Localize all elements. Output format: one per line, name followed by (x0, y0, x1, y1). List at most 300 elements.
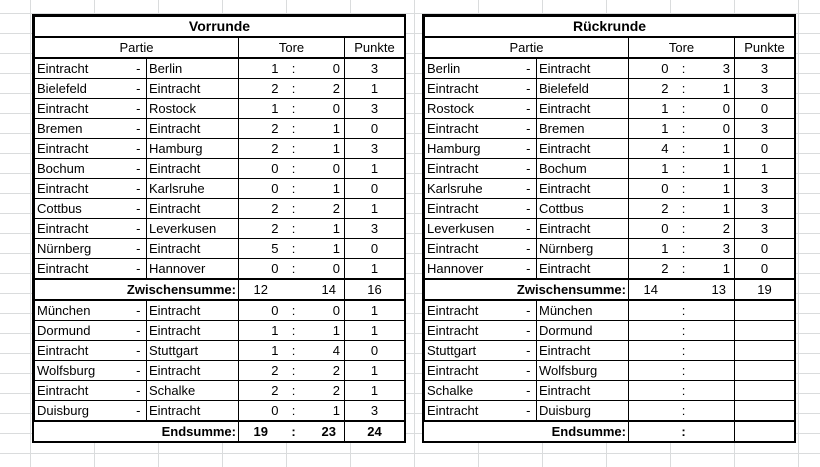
home-team-cell[interactable]: Eintracht (35, 179, 131, 199)
points-cell[interactable]: 3 (735, 119, 795, 139)
home-team-cell[interactable]: Eintracht (35, 219, 131, 239)
home-goals-cell[interactable]: 1 (239, 341, 283, 361)
match-row (35, 259, 405, 280)
points-cell[interactable] (735, 361, 795, 381)
dash-cell[interactable]: - (521, 219, 537, 239)
away-team-cell[interactable]: Rostock (147, 99, 239, 119)
points-cell[interactable]: 0 (735, 99, 795, 119)
away-goals-cell[interactable]: 0 (305, 99, 345, 119)
home-goals-cell[interactable]: 0 (629, 58, 673, 79)
dash-cell[interactable]: - (131, 381, 147, 401)
points-cell[interactable]: 3 (735, 58, 795, 79)
points-cell[interactable]: 1 (345, 300, 405, 321)
dash-cell[interactable]: - (521, 259, 537, 280)
home-team-cell[interactable]: Karlsruhe (425, 179, 521, 199)
points-cell[interactable]: 0 (735, 259, 795, 280)
points-cell[interactable] (735, 401, 795, 422)
away-goals-cell[interactable]: 1 (305, 219, 345, 239)
points-cell[interactable]: 3 (735, 199, 795, 219)
total-goals-for[interactable]: 19 (239, 421, 283, 441)
dash-cell[interactable]: - (131, 58, 147, 79)
match-row (425, 199, 795, 219)
colon-cell[interactable]: : (283, 159, 305, 179)
home-team-cell[interactable]: Dormund (35, 321, 131, 341)
points-cell[interactable]: 0 (345, 179, 405, 199)
colon-cell[interactable]: : (673, 401, 695, 422)
home-team-cell[interactable]: Eintracht (425, 199, 521, 219)
points-cell[interactable]: 1 (345, 159, 405, 179)
rueckrunde-table (424, 16, 795, 441)
away-goals-cell[interactable] (695, 401, 735, 422)
home-team-cell[interactable]: Eintracht (425, 119, 521, 139)
home-goals-cell[interactable] (629, 341, 673, 361)
home-goals-cell[interactable]: 0 (629, 179, 673, 199)
away-team-cell[interactable]: Cottbus (537, 199, 629, 219)
away-goals-cell[interactable]: 1 (695, 79, 735, 99)
colon-cell[interactable]: : (283, 119, 305, 139)
away-team-cell[interactable]: Wolfsburg (537, 361, 629, 381)
home-team-cell[interactable]: Leverkusen (425, 219, 521, 239)
colon-cell[interactable]: : (283, 139, 305, 159)
total-label[interactable]: Endsumme: (537, 421, 629, 441)
home-goals-cell[interactable]: 1 (629, 119, 673, 139)
home-goals-cell[interactable]: 2 (629, 79, 673, 99)
subtotal-goals-against[interactable]: 13 (695, 279, 735, 300)
dash-cell[interactable]: - (131, 139, 147, 159)
colon-cell[interactable]: : (673, 321, 695, 341)
colon-cell[interactable]: : (673, 58, 695, 79)
total-goals-against[interactable]: 23 (305, 421, 345, 441)
away-team-cell[interactable]: Nürnberg (537, 239, 629, 259)
colon-cell[interactable]: : (673, 381, 695, 401)
match-row (425, 341, 795, 361)
match-row (35, 159, 405, 179)
home-team-cell[interactable]: Bochum (35, 159, 131, 179)
home-team-cell[interactable]: Duisburg (35, 401, 131, 422)
colon-cell[interactable]: : (283, 381, 305, 401)
home-goals-cell[interactable] (629, 361, 673, 381)
home-team-cell[interactable]: Bielefeld (35, 79, 131, 99)
away-team-cell[interactable]: Eintracht (537, 259, 629, 280)
match-row (35, 139, 405, 159)
away-team-cell[interactable]: Eintracht (147, 401, 239, 422)
away-goals-cell[interactable]: 1 (695, 259, 735, 280)
header-tore[interactable]: Tore (629, 37, 735, 58)
subtotal-blank[interactable] (673, 279, 695, 300)
match-row (35, 179, 405, 199)
total-label[interactable]: Endsumme: (147, 421, 239, 441)
home-goals-cell[interactable] (629, 300, 673, 321)
dash-cell[interactable]: - (131, 300, 147, 321)
away-team-cell[interactable]: Dormund (537, 321, 629, 341)
colon-cell[interactable]: : (673, 119, 695, 139)
colon-cell[interactable]: : (673, 259, 695, 280)
colon-cell[interactable]: : (673, 361, 695, 381)
away-team-cell[interactable]: Eintracht (537, 179, 629, 199)
away-goals-cell[interactable]: 1 (305, 139, 345, 159)
home-goals-cell[interactable]: 1 (629, 159, 673, 179)
total-blank[interactable] (35, 421, 147, 441)
match-row (35, 381, 405, 401)
away-goals-cell[interactable] (695, 300, 735, 321)
points-cell[interactable]: 0 (345, 341, 405, 361)
match-row (425, 219, 795, 239)
match-row (35, 99, 405, 119)
colon-cell[interactable]: : (283, 401, 305, 422)
home-team-cell[interactable]: Eintracht (425, 361, 521, 381)
rueckrunde-panel (422, 14, 796, 443)
subtotal-points[interactable]: 19 (735, 279, 795, 300)
colon-cell[interactable]: : (283, 99, 305, 119)
dash-cell[interactable]: - (131, 159, 147, 179)
match-row (425, 58, 795, 79)
home-goals-cell[interactable]: 2 (239, 361, 283, 381)
home-goals-cell[interactable]: 0 (239, 300, 283, 321)
away-goals-cell[interactable]: 0 (305, 159, 345, 179)
table-title[interactable]: Vorrunde (35, 17, 405, 38)
dash-cell[interactable]: - (521, 179, 537, 199)
home-goals-cell[interactable]: 1 (239, 321, 283, 341)
total-row (425, 421, 795, 441)
points-cell[interactable]: 1 (345, 361, 405, 381)
home-team-cell[interactable]: Eintracht (425, 401, 521, 422)
colon-cell[interactable]: : (673, 341, 695, 361)
away-team-cell[interactable]: Bielefeld (537, 79, 629, 99)
dash-cell[interactable]: - (131, 259, 147, 280)
match-row (425, 139, 795, 159)
dash-cell[interactable]: - (131, 361, 147, 381)
points-cell[interactable]: 3 (735, 79, 795, 99)
home-goals-cell[interactable]: 2 (239, 119, 283, 139)
away-team-cell[interactable]: Eintracht (147, 361, 239, 381)
colon-cell[interactable]: : (673, 99, 695, 119)
points-cell[interactable]: 1 (345, 199, 405, 219)
dash-cell[interactable]: - (521, 58, 537, 79)
dash-cell[interactable]: - (131, 341, 147, 361)
match-row (35, 119, 405, 139)
points-cell[interactable]: 1 (345, 259, 405, 280)
away-team-cell[interactable]: Eintracht (147, 321, 239, 341)
home-team-cell[interactable]: Berlin (425, 58, 521, 79)
dash-cell[interactable]: - (131, 79, 147, 99)
away-team-cell[interactable]: Eintracht (537, 381, 629, 401)
match-row (35, 199, 405, 219)
subtotal-goals-for[interactable]: 14 (629, 279, 673, 300)
dash-cell[interactable]: - (131, 179, 147, 199)
home-team-cell[interactable]: Stuttgart (425, 341, 521, 361)
dash-cell[interactable]: - (521, 401, 537, 422)
home-team-cell[interactable]: Wolfsburg (35, 361, 131, 381)
home-goals-cell[interactable]: 1 (239, 58, 283, 79)
total-points[interactable] (735, 421, 795, 441)
dash-cell[interactable]: - (521, 239, 537, 259)
match-row (425, 79, 795, 99)
points-cell[interactable]: 3 (345, 219, 405, 239)
away-team-cell[interactable]: Eintracht (537, 58, 629, 79)
points-cell[interactable]: 3 (345, 58, 405, 79)
away-goals-cell[interactable]: 0 (305, 58, 345, 79)
home-goals-cell[interactable]: 1 (239, 99, 283, 119)
away-goals-cell[interactable]: 0 (695, 119, 735, 139)
home-goals-cell[interactable] (629, 321, 673, 341)
away-team-cell[interactable]: Hannover (147, 259, 239, 280)
dash-cell[interactable]: - (131, 401, 147, 422)
away-goals-cell[interactable] (695, 361, 735, 381)
home-team-cell[interactable]: Eintracht (425, 239, 521, 259)
subtotal-points[interactable]: 16 (345, 279, 405, 300)
subtotal-row (425, 279, 795, 300)
away-team-cell[interactable]: Eintracht (537, 219, 629, 239)
colon-cell[interactable]: : (283, 300, 305, 321)
away-goals-cell[interactable]: 1 (695, 179, 735, 199)
home-team-cell[interactable]: München (35, 300, 131, 321)
match-row (425, 239, 795, 259)
dash-cell[interactable]: - (131, 239, 147, 259)
away-goals-cell[interactable]: 0 (305, 259, 345, 280)
home-team-cell[interactable]: Eintracht (35, 341, 131, 361)
away-team-cell[interactable]: Karlsruhe (147, 179, 239, 199)
total-goals-against[interactable] (695, 421, 735, 441)
home-goals-cell[interactable]: 0 (239, 259, 283, 280)
points-cell[interactable]: 3 (345, 401, 405, 422)
points-cell[interactable]: 1 (735, 159, 795, 179)
colon-cell[interactable]: : (283, 259, 305, 280)
total-colon[interactable]: : (673, 421, 695, 441)
away-team-cell[interactable]: Eintracht (537, 139, 629, 159)
home-goals-cell[interactable]: 5 (239, 239, 283, 259)
home-team-cell[interactable]: Eintracht (425, 300, 521, 321)
colon-cell[interactable]: : (673, 139, 695, 159)
dash-cell[interactable]: - (131, 321, 147, 341)
colon-cell[interactable]: : (283, 58, 305, 79)
away-team-cell[interactable]: Eintracht (147, 300, 239, 321)
dash-cell[interactable]: - (521, 79, 537, 99)
vorrunde-table (34, 16, 405, 441)
total-colon[interactable]: : (283, 421, 305, 441)
points-cell[interactable]: 0 (345, 119, 405, 139)
home-team-cell[interactable]: Eintracht (35, 139, 131, 159)
header-punkte[interactable]: Punkte (735, 37, 795, 58)
home-goals-cell[interactable]: 0 (239, 159, 283, 179)
away-goals-cell[interactable]: 2 (305, 199, 345, 219)
away-goals-cell[interactable]: 1 (695, 159, 735, 179)
header-tore[interactable]: Tore (239, 37, 345, 58)
subtotal-goals-against[interactable]: 14 (305, 279, 345, 300)
points-cell[interactable]: 3 (735, 179, 795, 199)
colon-cell[interactable]: : (283, 239, 305, 259)
home-goals-cell[interactable]: 2 (629, 259, 673, 280)
away-goals-cell[interactable] (695, 321, 735, 341)
home-team-cell[interactable]: Eintracht (425, 321, 521, 341)
away-goals-cell[interactable]: 4 (305, 341, 345, 361)
home-goals-cell[interactable]: 2 (239, 219, 283, 239)
dash-cell[interactable]: - (131, 99, 147, 119)
home-goals-cell[interactable]: 1 (629, 239, 673, 259)
match-row (35, 341, 405, 361)
colon-cell[interactable]: : (283, 321, 305, 341)
points-cell[interactable] (735, 341, 795, 361)
colon-cell[interactable]: : (283, 341, 305, 361)
dash-cell[interactable]: - (131, 219, 147, 239)
match-row (35, 219, 405, 239)
away-team-cell[interactable]: Eintracht (537, 99, 629, 119)
total-blank[interactable] (425, 421, 537, 441)
away-goals-cell[interactable]: 1 (305, 179, 345, 199)
away-team-cell[interactable]: Eintracht (147, 199, 239, 219)
points-cell[interactable]: 1 (345, 381, 405, 401)
points-cell[interactable]: 0 (345, 239, 405, 259)
colon-cell[interactable]: : (673, 199, 695, 219)
dash-cell[interactable]: - (131, 119, 147, 139)
dash-cell[interactable]: - (131, 199, 147, 219)
dash-cell[interactable]: - (521, 381, 537, 401)
home-goals-cell[interactable] (629, 381, 673, 401)
dash-cell[interactable]: - (521, 341, 537, 361)
away-team-cell[interactable]: Bremen (537, 119, 629, 139)
home-team-cell[interactable]: Rostock (425, 99, 521, 119)
away-team-cell[interactable]: Schalke (147, 381, 239, 401)
away-team-cell[interactable]: Bochum (537, 159, 629, 179)
away-team-cell[interactable]: Berlin (147, 58, 239, 79)
home-team-cell[interactable]: Eintracht (35, 58, 131, 79)
home-goals-cell[interactable]: 0 (629, 219, 673, 239)
match-row (35, 361, 405, 381)
colon-cell[interactable]: : (283, 79, 305, 99)
away-goals-cell[interactable]: 1 (305, 321, 345, 341)
away-team-cell[interactable]: Stuttgart (147, 341, 239, 361)
match-row (425, 401, 795, 422)
colon-cell[interactable]: : (673, 300, 695, 321)
colon-cell[interactable]: : (283, 179, 305, 199)
away-team-cell[interactable]: München (537, 300, 629, 321)
home-goals-cell[interactable] (629, 401, 673, 422)
away-team-cell[interactable]: Hamburg (147, 139, 239, 159)
home-team-cell[interactable]: Eintracht (35, 259, 131, 280)
header-partie[interactable]: Partie (35, 37, 239, 58)
match-row (425, 300, 795, 321)
away-team-cell[interactable]: Eintracht (147, 159, 239, 179)
away-goals-cell[interactable]: 2 (305, 381, 345, 401)
table-title[interactable]: Rückrunde (425, 17, 795, 38)
colon-cell[interactable]: : (283, 361, 305, 381)
home-team-cell[interactable]: Schalke (425, 381, 521, 401)
subtotal-label[interactable]: Zwischensumme: (35, 279, 239, 300)
away-goals-cell[interactable]: 0 (695, 99, 735, 119)
away-team-cell[interactable]: Eintracht (147, 119, 239, 139)
colon-cell[interactable]: : (673, 159, 695, 179)
match-row (35, 401, 405, 422)
away-goals-cell[interactable]: 1 (695, 139, 735, 159)
total-goals-for[interactable] (629, 421, 673, 441)
dash-cell[interactable]: - (521, 199, 537, 219)
home-team-cell[interactable]: Eintracht (35, 381, 131, 401)
home-goals-cell[interactable]: 2 (239, 79, 283, 99)
away-goals-cell[interactable] (695, 341, 735, 361)
away-team-cell[interactable]: Leverkusen (147, 219, 239, 239)
points-cell[interactable] (735, 381, 795, 401)
colon-cell[interactable]: : (673, 239, 695, 259)
home-team-cell[interactable]: Eintracht (425, 159, 521, 179)
away-goals-cell[interactable]: 1 (695, 199, 735, 219)
home-goals-cell[interactable]: 2 (239, 381, 283, 401)
home-goals-cell[interactable]: 0 (239, 401, 283, 422)
home-goals-cell[interactable]: 1 (629, 99, 673, 119)
home-goals-cell[interactable]: 2 (629, 199, 673, 219)
away-goals-cell[interactable]: 2 (695, 219, 735, 239)
home-goals-cell[interactable]: 0 (239, 179, 283, 199)
away-team-cell[interactable]: Eintracht (537, 341, 629, 361)
subtotal-blank[interactable] (283, 279, 305, 300)
away-goals-cell[interactable]: 2 (305, 361, 345, 381)
colon-cell[interactable]: : (673, 179, 695, 199)
header-row (425, 37, 795, 58)
match-row (35, 79, 405, 99)
header-partie[interactable]: Partie (425, 37, 629, 58)
home-team-cell[interactable]: Hamburg (425, 139, 521, 159)
match-row (425, 159, 795, 179)
colon-cell[interactable]: : (283, 219, 305, 239)
away-goals-cell[interactable]: 3 (695, 239, 735, 259)
match-row (425, 321, 795, 341)
points-cell[interactable]: 3 (345, 139, 405, 159)
points-cell[interactable]: 1 (345, 79, 405, 99)
home-goals-cell[interactable]: 2 (239, 199, 283, 219)
match-row (35, 321, 405, 341)
points-cell[interactable]: 1 (345, 321, 405, 341)
points-cell[interactable] (735, 300, 795, 321)
colon-cell[interactable]: : (673, 219, 695, 239)
away-team-cell[interactable]: Eintracht (147, 239, 239, 259)
away-goals-cell[interactable]: 1 (305, 239, 345, 259)
away-team-cell[interactable]: Duisburg (537, 401, 629, 422)
points-cell[interactable]: 0 (735, 139, 795, 159)
dash-cell[interactable]: - (521, 119, 537, 139)
dash-cell[interactable]: - (521, 159, 537, 179)
away-goals-cell[interactable]: 0 (305, 300, 345, 321)
dash-cell[interactable]: - (521, 139, 537, 159)
dash-cell[interactable]: - (521, 321, 537, 341)
away-team-cell[interactable]: Eintracht (147, 79, 239, 99)
subtotal-label[interactable]: Zwischensumme: (425, 279, 629, 300)
title-row (35, 17, 405, 38)
dash-cell[interactable]: - (521, 99, 537, 119)
home-team-cell[interactable]: Bremen (35, 119, 131, 139)
points-cell[interactable]: 3 (735, 219, 795, 239)
points-cell[interactable]: 3 (345, 99, 405, 119)
home-team-cell[interactable]: Cottbus (35, 199, 131, 219)
away-goals-cell[interactable]: 1 (305, 119, 345, 139)
colon-cell[interactable]: : (283, 199, 305, 219)
colon-cell[interactable]: : (673, 79, 695, 99)
away-goals-cell[interactable] (695, 381, 735, 401)
home-goals-cell[interactable]: 4 (629, 139, 673, 159)
home-team-cell[interactable]: Eintracht (35, 99, 131, 119)
away-goals-cell[interactable]: 3 (695, 58, 735, 79)
dash-cell[interactable]: - (521, 300, 537, 321)
dash-cell[interactable]: - (521, 361, 537, 381)
subtotal-goals-for[interactable]: 12 (239, 279, 283, 300)
header-punkte[interactable]: Punkte (345, 37, 405, 58)
points-cell[interactable] (735, 321, 795, 341)
total-points[interactable]: 24 (345, 421, 405, 441)
away-goals-cell[interactable]: 1 (305, 401, 345, 422)
away-goals-cell[interactable]: 2 (305, 79, 345, 99)
points-cell[interactable]: 0 (735, 239, 795, 259)
home-team-cell[interactable]: Eintracht (425, 79, 521, 99)
home-team-cell[interactable]: Nürnberg (35, 239, 131, 259)
home-team-cell[interactable]: Hannover (425, 259, 521, 280)
home-goals-cell[interactable]: 2 (239, 139, 283, 159)
